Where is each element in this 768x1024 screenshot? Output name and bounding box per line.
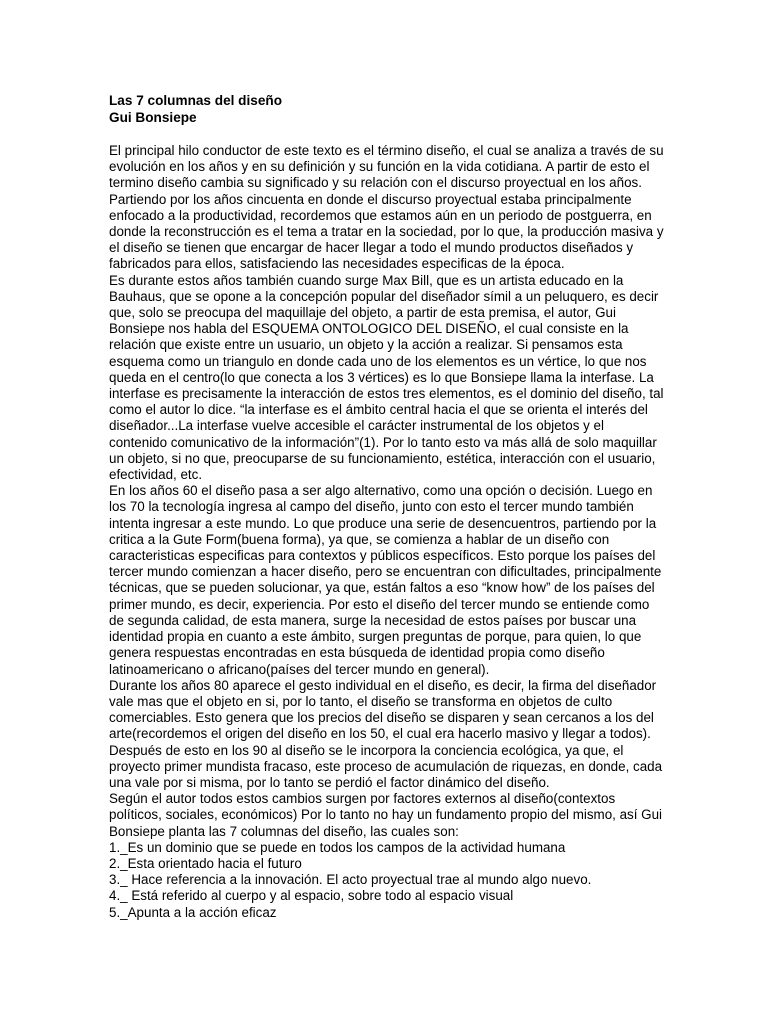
columns-list	[109, 840, 665, 921]
list-item: 1._Es un dominio que se puede en todos los campos de la actividad humana	[109, 839, 566, 855]
paragraph: En los años 60 el diseño pasa a ser algo alternativo, como una opción o decisión. Luego en los 70 la tecnología ingresa al campo del diseño, junto con esto el tercer mundo también intenta ingresar a este mundo. Lo que produce una serie de desencuentros, partiendo por la critica a la Gute Form(buena forma), ya que, se comienza a hablar de un diseño con caracteristicas especificas para contextos y públicos específicos. Esto porque los países del tercer mundo comienzan a hacer diseño, pero se encuentran con dificultades, principalmente técnicas, que se pueden solucionar, ya que, están faltos a eso “know how” de los países del primer mundo, es decir, experiencia. Por esto el diseño del tercer mundo se entiende como de segunda calidad, de esta manera, surge la necesidad de estos países por buscar una identidad propia en cuanto a este ámbito, surgen preguntas de porque, para quien, lo que genera respuestas encontradas en esta búsqueda de identidad propia como diseño latinoamericano o africano(países del tercer mundo en general).	[109, 483, 662, 677]
document-title: Las 7 columnas del diseño	[109, 93, 282, 108]
document-body	[109, 92, 665, 921]
paragraph: El principal hilo conductor de este texto es el término diseño, el cual se analiza a través de su evolución en los años y en su definición y su función en la vida cotidiana. A partir de esto el termino diseño cambia su significado y su relación con el discurso proyectual en los años. Partiendo por los años cincuenta en donde el discurso proyectual estaba principalmente enfocado a la productividad, recordemos que estamos aún en un periodo de postguerra, en donde la reconstrucción es el tema a tratar en la sociedad, por lo que, la producción masiva y el diseño se tienen que encargar de hacer llegar a todo el mundo productos diseñados y fabricados para ellos, satisfaciendo las necesidades especificas de la época.	[109, 143, 664, 272]
paragraph: Es durante estos años también cuando surge Max Bill, que es un artista educado en la Bauhaus, que se opone a la concepción popular del diseñador símil a un peluquero, es decir que, solo se preocupa del maquillaje del objeto, a partir de esta premisa, el autor, Gui Bonsiepe nos habla del ESQUEMA ONTOLOGICO DEL DISEÑO, el cual consiste en la relación que existe entre un usuario, un objeto y la acción a realizar. Si pensamos esta esquema como un triangulo en donde cada uno de los elementos es un vértice, lo que nos queda en el centro(lo que conecta a los 3 vértices) es lo que Bonsiepe llama la interfase. La interfase es precisamente la interacción de estos tres elementos, es el dominio del diseño, tal como el autor lo dice. “la interfase es el ámbito central hacia el que se orienta el interés del diseñador...La interfase vuelve accesible el carácter instrumental de los objetos y el contenido comunicativo de la información”(1). Por lo tanto esto va más allá de solo maquillar un objeto, si no que, preocuparse de su funcionamiento, estética, interacción con el usuario, efectividad, etc.	[109, 272, 664, 483]
document-author: Gui Bonsiepe	[109, 110, 197, 125]
list-item: 5._Apunta a la acción eficaz	[109, 904, 277, 920]
list-item: 4._ Está referido al cuerpo y al espacio, sobre todo al espacio visual	[109, 888, 514, 904]
paragraph: Durante los años 80 aparece el gesto individual en el diseño, es decir, la firma del diseñador vale mas que el objeto en si, por lo tanto, el diseño se transforma en objetos de culto comerciables. Esto genera que los precios del diseño se disparen y sean cercanos a los del arte(recordemos el origen del diseño en los 50, el cual era hacerlo masivo y llegar a todos). Después de esto en los 90 al diseño se le incorpora la conciencia ecológica, ya que, el proyecto primer mundista fracaso, este proceso de acumulación de riquezas, en donde, cada una vale por si misma, por lo tanto se perdió el factor dinámico del diseño.	[109, 677, 663, 790]
list-item: 2._Esta orientado hacia el futuro	[109, 855, 302, 871]
list-item: 3._ Hace referencia a la innovación. El acto proyectual trae al mundo algo nuevo.	[109, 872, 592, 888]
paragraph: Según el autor todos estos cambios surgen por factores externos al diseño(contextos políticos, sociales, económicos) Por lo tanto no hay un fundamento propio del mismo, así Gui Bonsiepe planta las 7 columnas del diseño, las cuales son:	[109, 791, 663, 839]
